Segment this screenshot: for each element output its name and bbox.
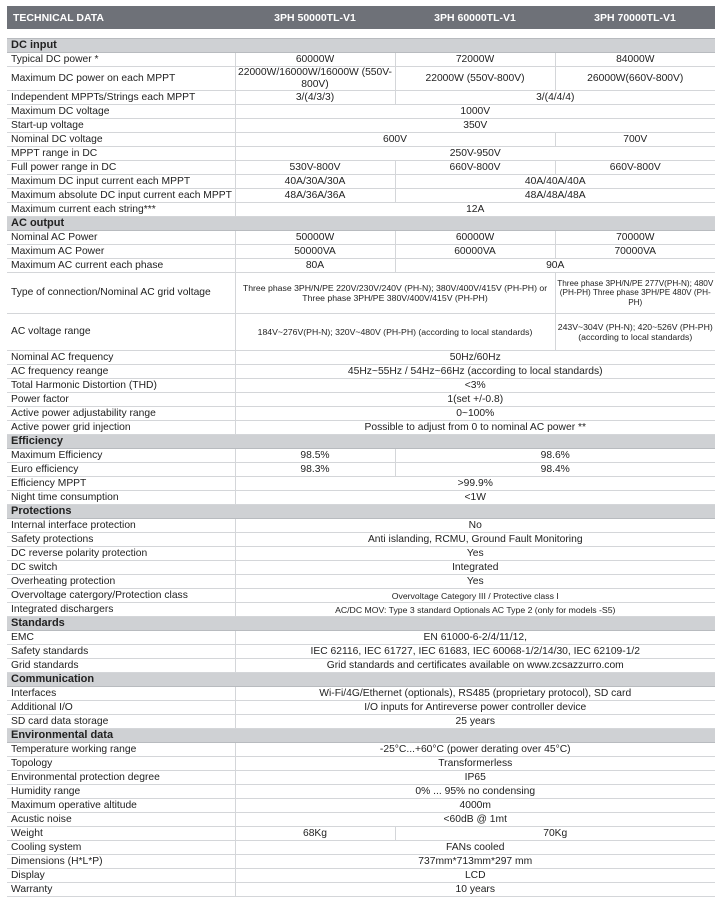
spec-value: 0% ... 95% no condensing (235, 785, 715, 799)
spec-label: Night time consumption (7, 491, 235, 505)
spec-label: Environmental protection degree (7, 771, 235, 785)
spec-value: 48A/36A/36A (235, 189, 395, 203)
spec-value: Possible to adjust from 0 to nominal AC power ** (235, 421, 715, 435)
model-70000-header: 3PH 70000TL-V1 (555, 6, 715, 29)
table-row (7, 91, 715, 105)
spec-value: 50000W (235, 231, 395, 245)
section-header (7, 729, 715, 743)
table-row (7, 827, 715, 841)
spec-value: 243V~304V (PH-N); 420~526V (PH-PH) (according to local standards) (555, 314, 715, 351)
spec-value: 60000VA (395, 245, 555, 259)
spec-value: 660V-800V (555, 161, 715, 175)
spec-value: EN 61000-6-2/4/11/12, (235, 631, 715, 645)
table-title: TECHNICAL DATA (7, 6, 235, 29)
spec-value: 1(set +/-0.8) (235, 393, 715, 407)
table-row (7, 785, 715, 799)
table-row (7, 701, 715, 715)
model-50000-header: 3PH 50000TL-V1 (235, 6, 395, 29)
spec-label: Interfaces (7, 687, 235, 701)
spec-value: 530V-800V (235, 161, 395, 175)
table-row (7, 771, 715, 785)
spec-value: Yes (235, 547, 715, 561)
spec-label: Additional I/O (7, 701, 235, 715)
model-60000-header: 3PH 60000TL-V1 (395, 6, 555, 29)
table-row (7, 645, 715, 659)
spec-label: Maximum Efficiency (7, 449, 235, 463)
table-row (7, 231, 715, 245)
spec-label: Topology (7, 757, 235, 771)
spec-value: 60000W (395, 231, 555, 245)
table-row (7, 533, 715, 547)
header-spacer (7, 29, 715, 39)
spec-value: 72000W (395, 53, 555, 67)
spec-value: Grid standards and certificates available on www.zcsazzurro.com (235, 659, 715, 673)
spec-label: Typical DC power * (7, 53, 235, 67)
spec-value: 184V~276V(PH-N); 320V~480V (PH-PH) (according to local standards) (235, 314, 555, 351)
spec-label: Efficiency MPPT (7, 477, 235, 491)
spec-value: AC/DC MOV: Type 3 standard Optionals AC Type 2 (only for models -S5) (235, 603, 715, 617)
spec-label: MPPT range in DC (7, 147, 235, 161)
spec-value: 660V-800V (395, 161, 555, 175)
section-title: Protections (7, 505, 715, 519)
table-row (7, 477, 715, 491)
table-row (7, 379, 715, 393)
spec-label: Independent MPPTs/Strings each MPPT (7, 91, 235, 105)
spec-value: No (235, 519, 715, 533)
spec-value: LCD (235, 869, 715, 883)
spec-label: Full power range in DC (7, 161, 235, 175)
table-row (7, 245, 715, 259)
spec-label: Safety standards (7, 645, 235, 659)
spec-value: <60dB @ 1mt (235, 813, 715, 827)
spec-label: Maximum DC power on each MPPT (7, 67, 235, 91)
table-row (7, 869, 715, 883)
spec-value: 10 years (235, 883, 715, 897)
spec-label: Maximum current each string*** (7, 203, 235, 217)
spec-label: DC switch (7, 561, 235, 575)
spec-label: Dimensions (H*L*P) (7, 855, 235, 869)
section-header (7, 617, 715, 631)
spec-value: 350V (235, 119, 715, 133)
table-row (7, 519, 715, 533)
table-row (7, 841, 715, 855)
table-row (7, 393, 715, 407)
spec-label: Internal interface protection (7, 519, 235, 533)
spec-value: 22000W (550V-800V) (395, 67, 555, 91)
spec-value: 98.3% (235, 463, 395, 477)
table-row (7, 133, 715, 147)
spec-value: 50000VA (235, 245, 395, 259)
spec-label: AC frequency reange (7, 365, 235, 379)
spec-value: Anti islanding, RCMU, Ground Fault Monitoring (235, 533, 715, 547)
spec-value: 68Kg (235, 827, 395, 841)
spec-value: IEC 62116, IEC 61727, IEC 61683, IEC 60068-1/2/14/30, IEC 62109-1/2 (235, 645, 715, 659)
spec-label: Display (7, 869, 235, 883)
table-row (7, 715, 715, 729)
spec-label: Safety protections (7, 533, 235, 547)
table-row (7, 105, 715, 119)
section-title: DC input (7, 39, 715, 53)
spec-label: Maximum absolute DC input current each MPPT (7, 189, 235, 203)
table-row (7, 314, 715, 351)
spec-value: <1W (235, 491, 715, 505)
spec-value: 98.4% (395, 463, 715, 477)
spec-value: 80A (235, 259, 395, 273)
table-row (7, 53, 715, 67)
table-row (7, 189, 715, 203)
table-row (7, 883, 715, 897)
spec-value: I/O inputs for Antireverse power controller device (235, 701, 715, 715)
section-title: AC output (7, 217, 715, 231)
section-header (7, 673, 715, 687)
spec-label: Weight (7, 827, 235, 841)
spec-value: 250V-950V (235, 147, 715, 161)
table-row (7, 491, 715, 505)
spec-value: 84000W (555, 53, 715, 67)
table-row (7, 659, 715, 673)
table-row (7, 561, 715, 575)
section-title: Communication (7, 673, 715, 687)
table-row (7, 147, 715, 161)
table-row (7, 757, 715, 771)
spec-value: 70000W (555, 231, 715, 245)
table-row (7, 463, 715, 477)
spec-label: Total Harmonic Distortion (THD) (7, 379, 235, 393)
spec-value: 3/(4/4/4) (395, 91, 715, 105)
spec-value: 60000W (235, 53, 395, 67)
table-row (7, 631, 715, 645)
spec-label: Type of connection/Nominal AC grid voltage (7, 273, 235, 314)
table-row (7, 67, 715, 91)
table-row (7, 449, 715, 463)
spec-value: -25°C...+60°C (power derating over 45°C) (235, 743, 715, 757)
spec-label: Power factor (7, 393, 235, 407)
spec-value: 600V (235, 133, 555, 147)
spec-label: Euro efficiency (7, 463, 235, 477)
spec-label: Maximum DC voltage (7, 105, 235, 119)
table-row (7, 603, 715, 617)
table-row (7, 575, 715, 589)
spec-value: Three phase 3PH/N/PE 277V(PH-N); 480V (PH-PH) Three phase 3PH/PE 480V (PH-PH) (555, 273, 715, 314)
spec-value: 70000VA (555, 245, 715, 259)
spec-value: >99.9% (235, 477, 715, 491)
spec-value: 98.5% (235, 449, 395, 463)
section-header (7, 217, 715, 231)
spec-value: 70Kg (395, 827, 715, 841)
table-row (7, 589, 715, 603)
table-row (7, 855, 715, 869)
table-row (7, 365, 715, 379)
table-row (7, 799, 715, 813)
table-row (7, 547, 715, 561)
spec-value: 700V (555, 133, 715, 147)
spec-value: Integrated (235, 561, 715, 575)
spec-label: Cooling system (7, 841, 235, 855)
spec-label: Humidity range (7, 785, 235, 799)
table-body (7, 29, 715, 897)
spec-value: Yes (235, 575, 715, 589)
spec-label: Grid standards (7, 659, 235, 673)
table-row (7, 351, 715, 365)
table-row (7, 119, 715, 133)
section-header (7, 435, 715, 449)
table-header-row (7, 6, 715, 29)
table-row (7, 259, 715, 273)
spec-value: 48A/48A/48A (395, 189, 715, 203)
spec-label: Nominal AC frequency (7, 351, 235, 365)
technical-data-table (7, 6, 715, 897)
spec-label: Nominal DC voltage (7, 133, 235, 147)
spec-value: 50Hz/60Hz (235, 351, 715, 365)
spec-value: 98.6% (395, 449, 715, 463)
spec-label: Active power grid injection (7, 421, 235, 435)
spec-value: 22000W/16000W/16000W (550V-800V) (235, 67, 395, 91)
spec-value: 40A/40A/40A (395, 175, 715, 189)
table-row (7, 743, 715, 757)
spec-label: Overvoltage catergory/Protection class (7, 589, 235, 603)
section-title: Environmental data (7, 729, 715, 743)
table-row (7, 421, 715, 435)
spec-value: 0~100% (235, 407, 715, 421)
section-header (7, 505, 715, 519)
spec-value: 3/(4/3/3) (235, 91, 395, 105)
table-row (7, 407, 715, 421)
spec-value: 25 years (235, 715, 715, 729)
table-row (7, 273, 715, 314)
spec-value: 90A (395, 259, 715, 273)
spec-value: 40A/30A/30A (235, 175, 395, 189)
section-title: Standards (7, 617, 715, 631)
spec-label: Acustic noise (7, 813, 235, 827)
spec-value: 12A (235, 203, 715, 217)
spec-value: 45Hz~55Hz / 54Hz~66Hz (according to local standards) (235, 365, 715, 379)
spec-label: SD card data storage (7, 715, 235, 729)
spec-value: 1000V (235, 105, 715, 119)
spec-value: Three phase 3PH/N/PE 220V/230V/240V (PH-N); 380V/400V/415V (PH-PH) or Three phase 3PH/PE 380V/400V/415V (PH-PH) (235, 273, 555, 314)
section-header (7, 39, 715, 53)
spec-value: Wi-Fi/4G/Ethernet (optionals), RS485 (proprietary protocol), SD card (235, 687, 715, 701)
spec-value: <3% (235, 379, 715, 393)
table-row (7, 161, 715, 175)
spec-value: 4000m (235, 799, 715, 813)
spec-label: Start-up voltage (7, 119, 235, 133)
spec-label: Maximum AC current each phase (7, 259, 235, 273)
spec-value: Overvoltage Category III / Protective class I (235, 589, 715, 603)
spec-label: Temperature working range (7, 743, 235, 757)
spec-label: EMC (7, 631, 235, 645)
section-title: Efficiency (7, 435, 715, 449)
spec-value: FANs cooled (235, 841, 715, 855)
table-row (7, 203, 715, 217)
spec-value: IP65 (235, 771, 715, 785)
spec-label: Integrated dischargers (7, 603, 235, 617)
spec-label: Maximum DC input current each MPPT (7, 175, 235, 189)
spec-label: AC voltage range (7, 314, 235, 351)
spec-label: Overheating protection (7, 575, 235, 589)
spec-value: Transformerless (235, 757, 715, 771)
spec-label: DC reverse polarity protection (7, 547, 235, 561)
table-row (7, 175, 715, 189)
spec-label: Nominal AC Power (7, 231, 235, 245)
table-row (7, 813, 715, 827)
spec-label: Active power adjustability range (7, 407, 235, 421)
spec-value: 737mm*713mm*297 mm (235, 855, 715, 869)
spec-label: Maximum AC Power (7, 245, 235, 259)
spec-value: 26000W(660V-800V) (555, 67, 715, 91)
spec-label: Warranty (7, 883, 235, 897)
spec-label: Maximum operative altitude (7, 799, 235, 813)
table-row (7, 687, 715, 701)
